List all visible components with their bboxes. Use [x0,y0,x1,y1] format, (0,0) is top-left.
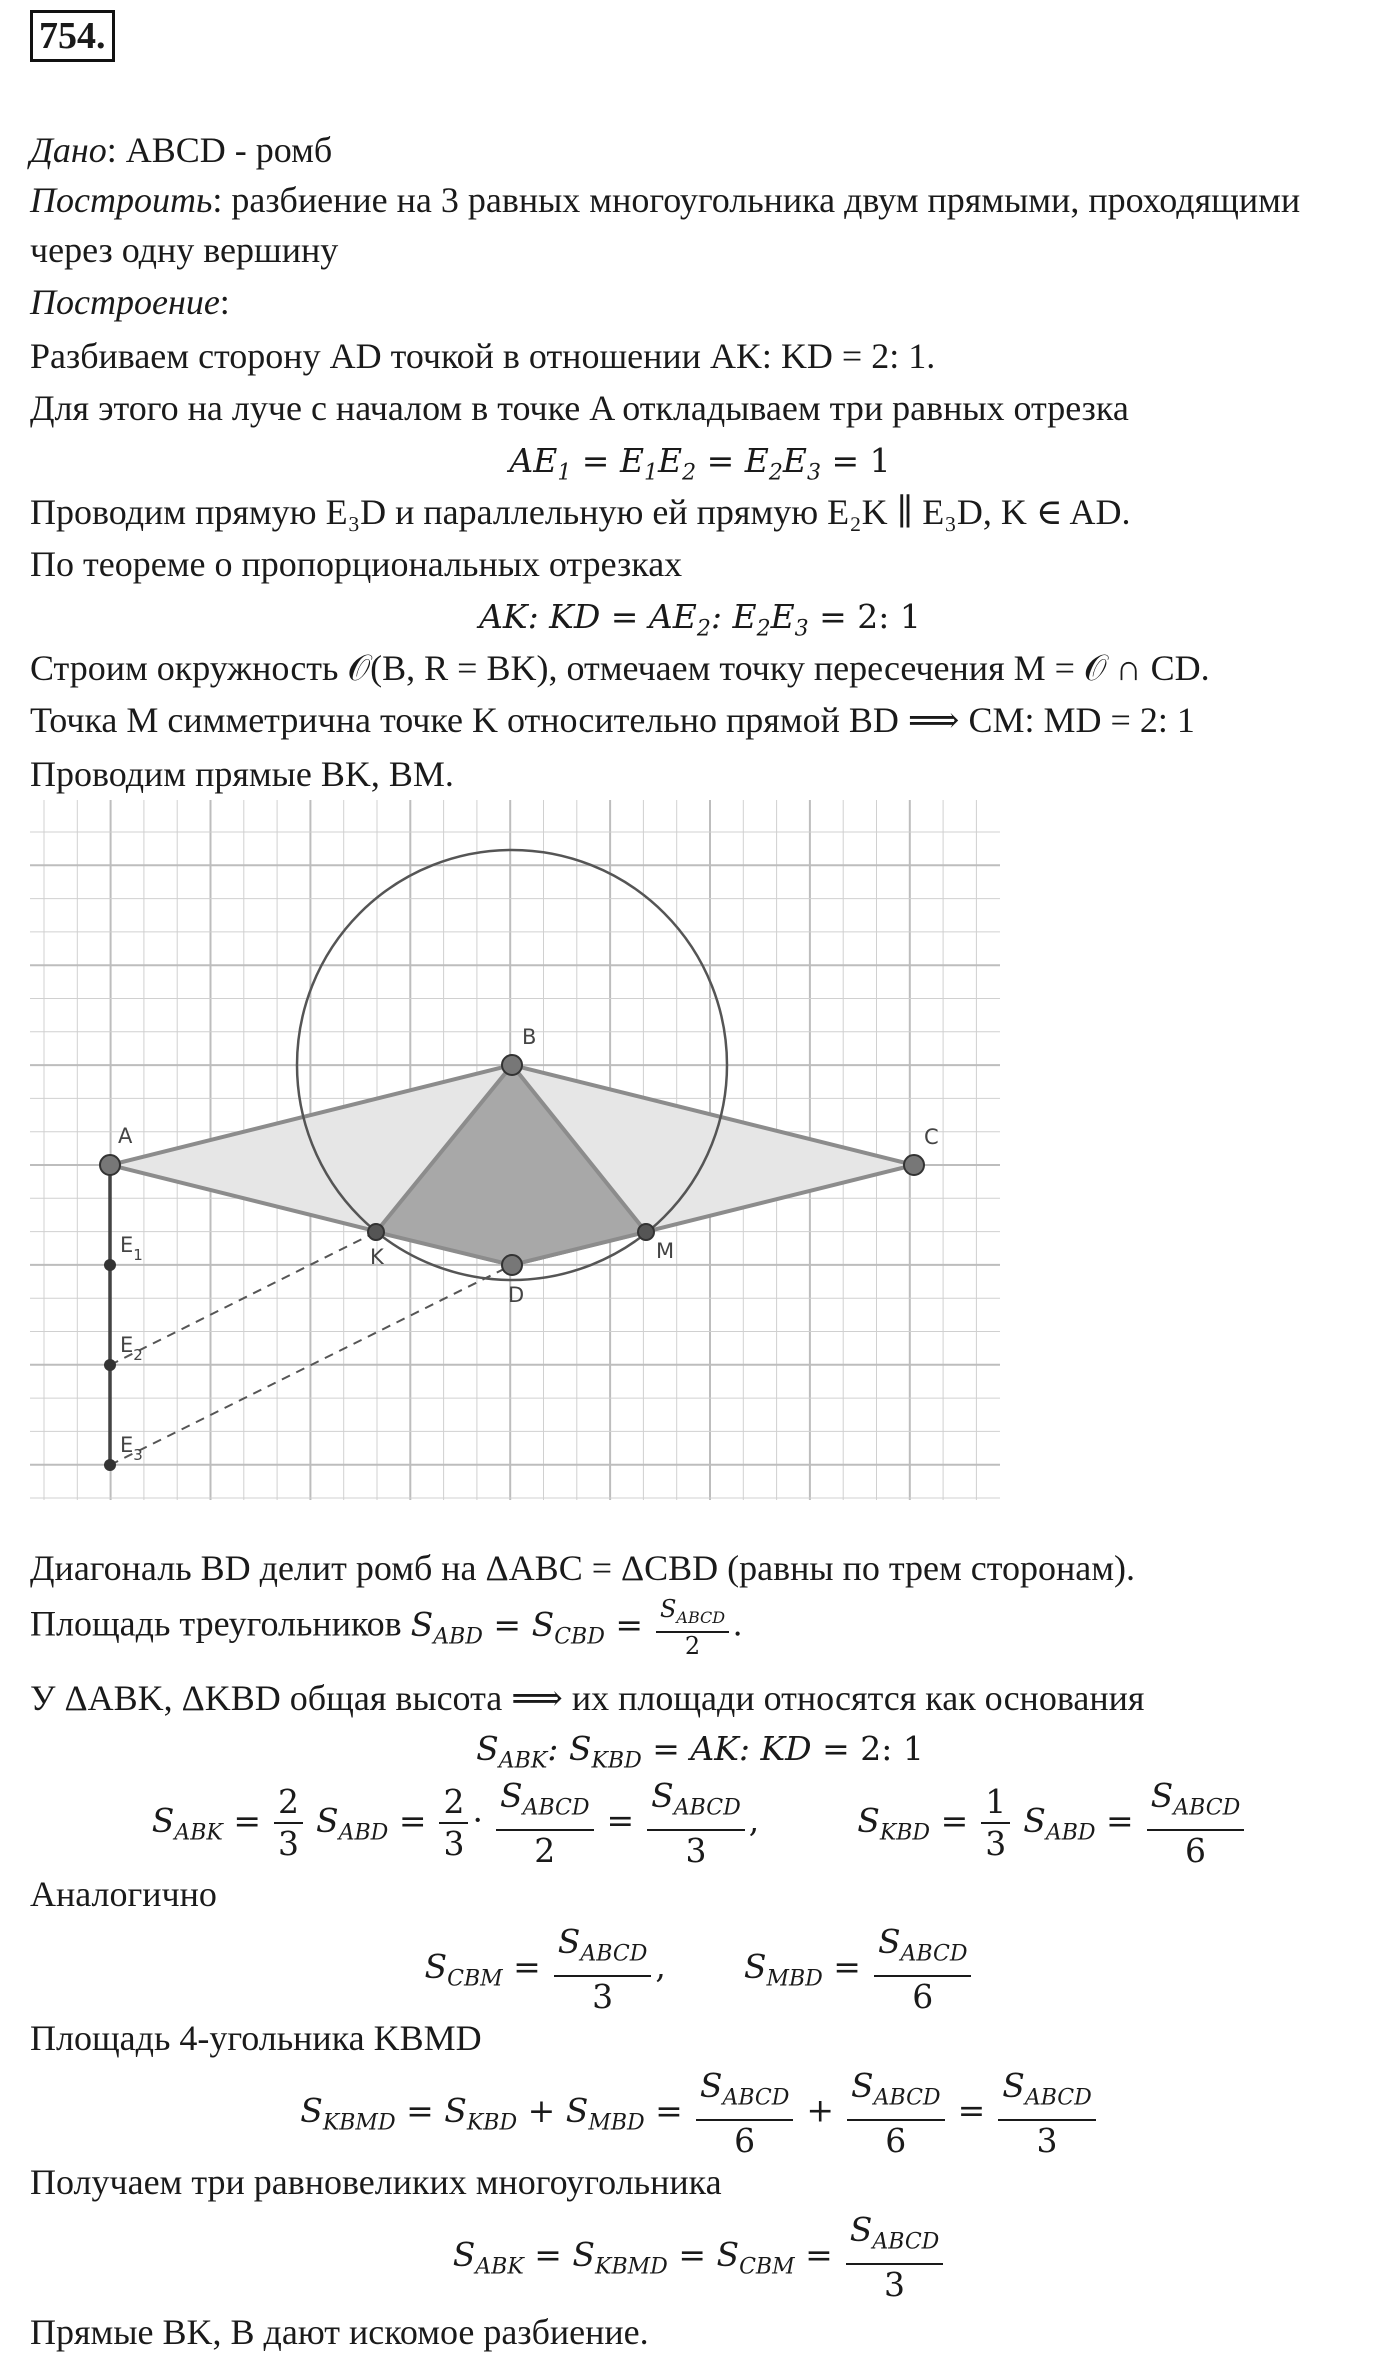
construct-text-1: : разбиение на 3 равных многоугольника двум прямыми, проходящими [212,180,1301,220]
point-e3 [104,1459,116,1471]
text-line-2: Для этого на луче с началом в точке A откладываем три равных отрезка [30,388,1129,428]
text-line-7: Проводим прямые BK, BM. [30,754,454,794]
text-line-11: Аналогично [30,1874,217,1914]
formula-area-kbmd: $S_{KBMD} = S_{KBD} + S_{MBD}$ = $\frac{S_{ABCD}}{6}$ + $\frac{S_{ABCD}}{6}$ = $\frac{S_{ABCD}}{3}$ [0,2066,1400,2161]
text-line-4: По теореме о пропорциональных отрезках [30,544,683,584]
label-b: B [522,1025,537,1049]
text-line-10: У ΔABK, ΔKBD общая высота ⟹ их площади относятся как основания [30,1678,1145,1718]
label-d: D [508,1283,525,1307]
point-d [502,1255,522,1275]
text-line-13: Получаем три равновеликих многоугольника [30,2162,722,2202]
point-a [100,1155,120,1175]
text-line-14: Прямые BK, B дают искомое разбиение. [30,2312,649,2352]
text-line-5: Строим окружность 𝒪(B, R = BK), отмечаем точку пересечения M = 𝒪 ∩ CD. [30,648,1210,688]
label-k: K [370,1245,384,1269]
construct-label: Построить [30,180,213,220]
text-line-9-label: Площадь треугольников [30,1603,402,1644]
point-e2 [104,1359,116,1371]
point-c [904,1155,924,1175]
point-m [638,1224,654,1240]
construct-line-2: через одну вершину [30,230,339,270]
problem-number: 754. [30,10,115,62]
given-text: : ABCD - ромб [106,130,333,170]
given-label: Дано [30,130,107,170]
label-e1: $E_1$ [120,1233,143,1264]
construction-colon: : [219,282,230,322]
construction-heading [30,280,230,324]
label-a: A [118,1124,133,1148]
label-e2: $E_2$ [120,1333,143,1364]
text-line-9: Площадь треугольников $S_{ABD} = S_{CBD}$ = $\frac{S_{ABCD}}{2}$ . [30,1595,743,1660]
point-b [502,1055,522,1075]
text-line-3: Проводим прямую E₃D и параллельную ей прямую E₂K ∥ E₃D, K ∈ AD. [30,492,1131,532]
label-m: M [656,1239,675,1263]
formula-ae-segments: $AE_1 = E_1E_2 = E_2E_3 = 1$ [509,441,891,486]
text-line-8: Диагональ BD делит ромб на ΔABC = ΔCBD (равны по трем сторонам). [30,1548,1136,1588]
construction-label: Построение [30,282,220,322]
given-line [30,128,332,172]
text-line-12: Площадь 4-угольника KBMD [30,2018,482,2058]
text-line-6: Точка M симметрична точке K относительно прямой BD ⟹ CM: MD = 2: 1 [30,700,1195,740]
point-e1 [104,1259,116,1271]
formula-areas-abk-kbd: $S_{ABK}$ = $\frac{2}{3}$ $S_{ABD}$ = $\frac{2}{3}$ · $\frac{S_{ABCD}}{2}$ = $\frac{S_{ABCD}}{3}$ , $S_{KBD}$ = $\frac{1}{3}$ $S_{ABD}$ = $\frac{S_{ABCD}}{6}$ [0,1776,1400,1871]
construct-line-1 [30,178,1300,222]
formula-equal-areas: $S_{ABK} = S_{KBMD} = S_{CBM}$ = $\frac{S_{ABCD}}{3}$ [0,2210,1400,2305]
point-k [368,1224,384,1240]
formula-areas-cbm-mbd: $S_{CBM}$ = $\frac{S_{ABCD}}{3}$ , $S_{MBD}$ = $\frac{S_{ABCD}}{6}$ [0,1922,1400,2017]
rhombus-construction-figure [30,800,1000,1500]
label-c: C [924,1125,939,1149]
label-e3: $E_3$ [120,1433,143,1464]
text-line-1: Разбиваем сторону AD точкой в отношении AK: KD = 2: 1. [30,336,936,376]
formula-area-ratio: $S_{ABK}$: $S_{KBD}$ = AK: KD = 2: 1 [476,1729,924,1774]
formula-proportion: AK: KD = $AE_2$: $E_2E_3 = 2$: 1 [479,597,921,642]
